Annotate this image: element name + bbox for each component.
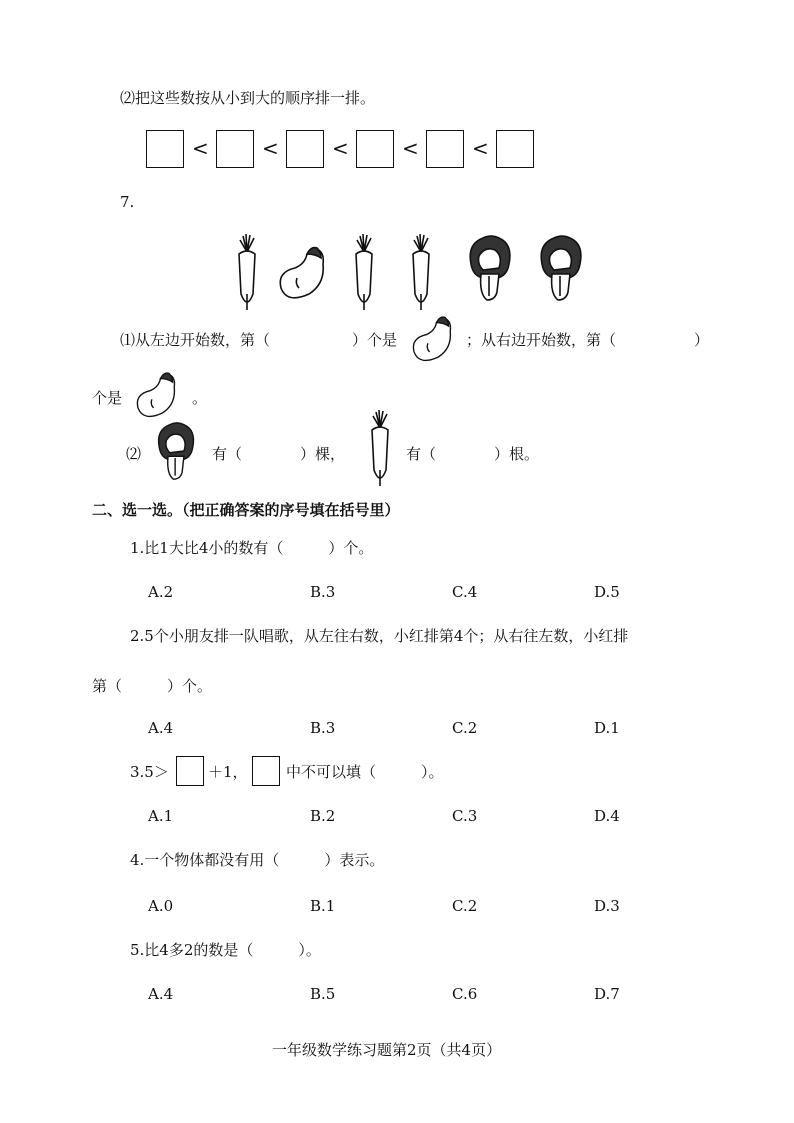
radish-icon bbox=[350, 232, 378, 312]
answer-box-2[interactable] bbox=[216, 130, 254, 168]
less-than-sign: < bbox=[262, 136, 279, 160]
answer-box-1[interactable] bbox=[146, 130, 184, 168]
q7-part2-text-c: 有（ bbox=[406, 445, 437, 463]
option-c[interactable]: C.2 bbox=[452, 719, 478, 737]
option-d[interactable]: D.4 bbox=[594, 807, 620, 825]
option-c[interactable]: C.6 bbox=[452, 985, 478, 1003]
option-b[interactable]: B.3 bbox=[310, 583, 336, 601]
q7-part2-text-a: 有（ bbox=[212, 445, 243, 463]
answer-box-3[interactable] bbox=[286, 130, 324, 168]
option-a[interactable]: A.4 bbox=[148, 719, 174, 737]
less-than-sign: < bbox=[332, 136, 349, 160]
question-2-stem-cont: 第（ ）个。 bbox=[92, 677, 213, 695]
question-3-stem-b: ＋1， bbox=[208, 763, 248, 781]
answer-box-5[interactable] bbox=[426, 130, 464, 168]
question-4-stem: 4.一个物体都没有用（ ）表示。 bbox=[130, 851, 385, 869]
question-1-stem: 1.比1大比4小的数有（ ）个。 bbox=[130, 539, 374, 557]
blank-box[interactable] bbox=[176, 756, 204, 786]
answer-box-6[interactable] bbox=[496, 130, 534, 168]
q7-part1-text-e: 个是 bbox=[92, 389, 123, 407]
option-c[interactable]: C.4 bbox=[452, 583, 478, 601]
option-b[interactable]: B.1 bbox=[310, 897, 336, 915]
radish-icon bbox=[407, 232, 435, 312]
answer-box-4[interactable] bbox=[356, 130, 394, 168]
cabbage-icon bbox=[154, 420, 198, 482]
option-b[interactable]: B.2 bbox=[310, 807, 336, 825]
q7-part2-text-d: ）根。 bbox=[494, 445, 540, 463]
option-c[interactable]: C.2 bbox=[452, 897, 478, 915]
q7-part1-text-d: ） bbox=[694, 331, 710, 349]
question-3-stem-c: 中不可以填（ ）。 bbox=[286, 763, 444, 781]
q7-part1-text-f: 。 bbox=[192, 389, 208, 407]
q7-part1-text-b: ）个是 bbox=[352, 331, 398, 349]
option-c[interactable]: C.3 bbox=[452, 807, 478, 825]
page-footer: 一年级数学练习题第2页（共4页） bbox=[272, 1041, 502, 1059]
q7-part1-text-c: ；从右边开始数，第（ bbox=[466, 331, 617, 349]
cabbage-icon bbox=[536, 234, 586, 302]
eggplant-icon bbox=[134, 370, 180, 420]
less-than-sign: < bbox=[472, 136, 489, 160]
cabbage-icon bbox=[465, 234, 515, 302]
option-d[interactable]: D.7 bbox=[594, 985, 620, 1003]
q7-number: 7. bbox=[120, 193, 135, 211]
option-d[interactable]: D.5 bbox=[594, 583, 620, 601]
q7-part2-text-b: ）棵， bbox=[300, 445, 346, 463]
option-a[interactable]: A.4 bbox=[148, 985, 174, 1003]
less-than-sign: < bbox=[402, 136, 419, 160]
option-b[interactable]: B.5 bbox=[310, 985, 336, 1003]
blank-box[interactable] bbox=[252, 756, 280, 786]
q7-part1-text-a: ⑴从左边开始数，第（ bbox=[120, 331, 271, 349]
question-3-stem-a: 3.5＞ bbox=[130, 763, 169, 781]
eggplant-icon bbox=[277, 244, 329, 302]
radish-icon bbox=[233, 232, 261, 312]
q6-part2-instruction: ⑵把这些数按从小到大的顺序排一排。 bbox=[120, 89, 376, 107]
option-a[interactable]: A.1 bbox=[148, 807, 174, 825]
radish-icon bbox=[366, 408, 394, 488]
option-d[interactable]: D.3 bbox=[594, 897, 620, 915]
option-b[interactable]: B.3 bbox=[310, 719, 336, 737]
q7-part2-number: ⑵ bbox=[126, 445, 142, 463]
option-a[interactable]: A.2 bbox=[148, 583, 174, 601]
less-than-sign: < bbox=[192, 136, 209, 160]
question-5-stem: 5.比4多2的数是（ ）。 bbox=[130, 941, 321, 959]
option-a[interactable]: A.0 bbox=[148, 897, 174, 915]
question-2-stem: 2.5个小朋友排一队唱歌，从左往右数，小红排第4个；从右往左数，小红排 bbox=[130, 627, 629, 645]
section2-title: 二、选一选。（把正确答案的序号填在括号里） bbox=[92, 501, 400, 519]
option-d[interactable]: D.1 bbox=[594, 719, 620, 737]
eggplant-icon bbox=[410, 314, 456, 364]
